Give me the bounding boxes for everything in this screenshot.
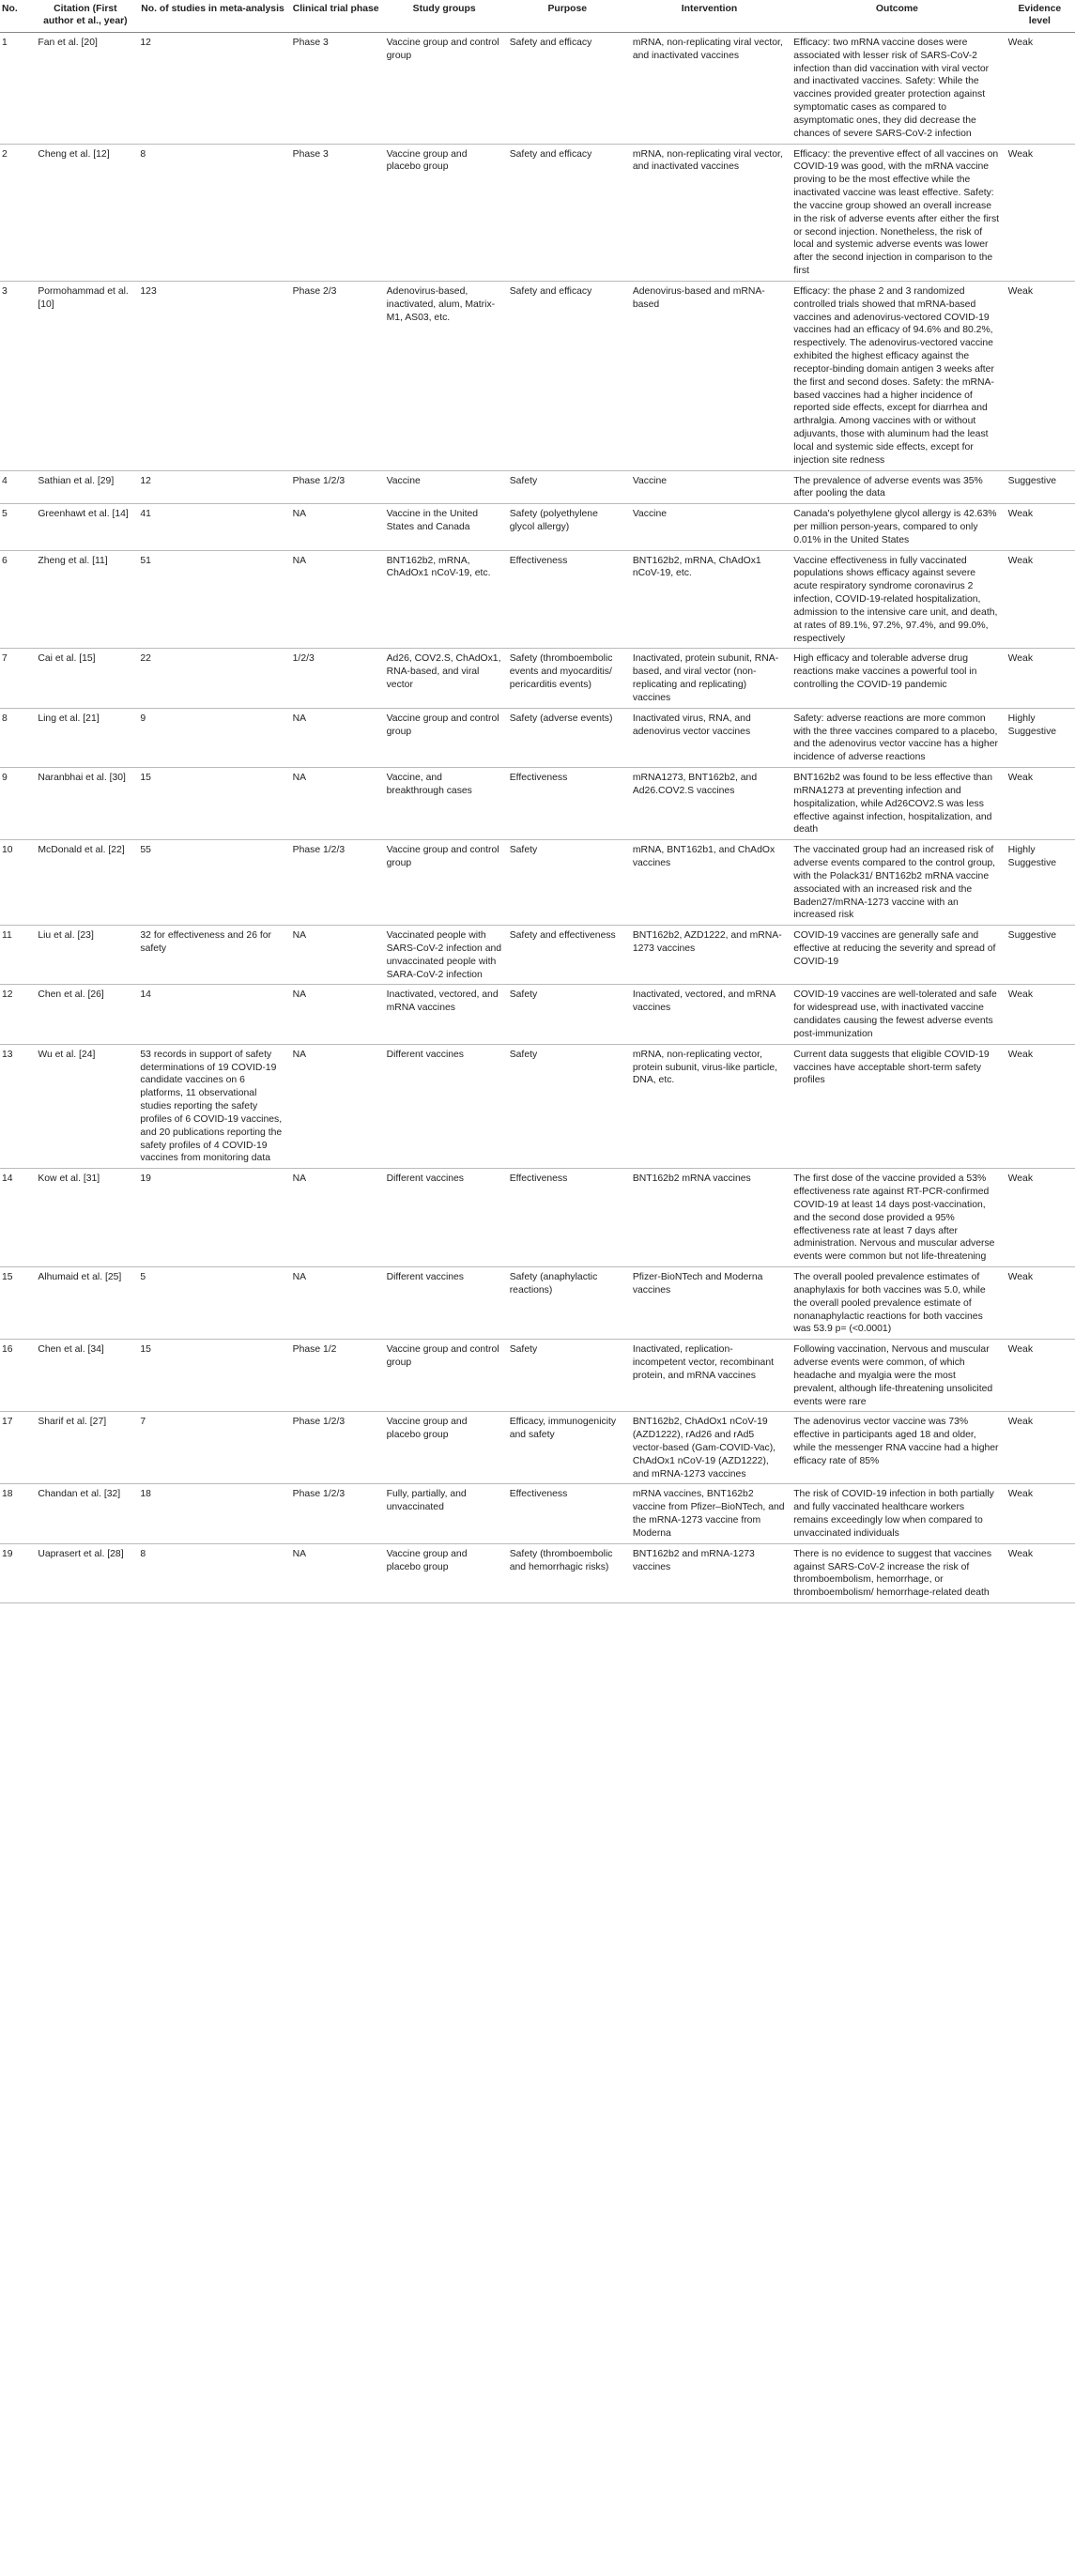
cell-phase: NA xyxy=(289,708,383,767)
cell-citation: Greenhawt et al. [14] xyxy=(34,504,136,550)
cell-intervention: Pfizer-BioNTech and Moderna vaccines xyxy=(629,1267,790,1340)
cell-purpose: Effectiveness xyxy=(506,1484,629,1543)
header-num-studies: No. of studies in meta-analysis xyxy=(136,0,288,33)
cell-evidence: Weak xyxy=(1005,550,1075,649)
cell-no: 14 xyxy=(0,1169,34,1267)
header-purpose: Purpose xyxy=(506,0,629,33)
header-outcome: Outcome xyxy=(790,0,1004,33)
cell-purpose: Safety xyxy=(506,985,629,1044)
cell-citation: Uaprasert et al. [28] xyxy=(34,1543,136,1602)
cell-study-groups: Different vaccines xyxy=(383,1044,506,1168)
cell-purpose: Safety and efficacy xyxy=(506,281,629,470)
cell-num-studies: 15 xyxy=(136,1340,288,1412)
table-row xyxy=(0,1484,1075,1543)
cell-purpose: Safety (thromboembolic and hemorrhagic risks) xyxy=(506,1543,629,1602)
cell-no: 18 xyxy=(0,1484,34,1543)
cell-intervention: Vaccine xyxy=(629,470,790,504)
cell-intervention: Inactivated virus, RNA, and adenovirus vector vaccines xyxy=(629,708,790,767)
cell-evidence: Weak xyxy=(1005,1412,1075,1484)
cell-intervention: mRNA, non-replicating viral vector, and inactivated vaccines xyxy=(629,144,790,281)
cell-outcome: Efficacy: the preventive effect of all vaccines on COVID-19 was good, with the mRNA vaccine proving to be the most effective while the inactivated vaccine was least effective. Safety: the vaccine group showed an overall increase in the risk of adverse events after either the first or second injection. Nonetheless, the risk of local and systemic adverse events was lower after the second injection in comparison to the first xyxy=(790,144,1004,281)
cell-study-groups: Different vaccines xyxy=(383,1267,506,1340)
cell-num-studies: 5 xyxy=(136,1267,288,1340)
cell-purpose: Effectiveness xyxy=(506,1169,629,1267)
cell-intervention: Vaccine xyxy=(629,504,790,550)
cell-outcome: The overall pooled prevalence estimates of anaphylaxis for both vaccines was 5.0, while the overall pooled prevalence estimate of nonanaphylactic reactions for both vaccines was 53.9 p= (<0.0001) xyxy=(790,1267,1004,1340)
cell-purpose: Safety (thromboembolic events and myocarditis/ pericarditis events) xyxy=(506,649,629,708)
cell-phase: NA xyxy=(289,768,383,840)
cell-no: 9 xyxy=(0,768,34,840)
table-body xyxy=(0,33,1075,1603)
cell-outcome: BNT162b2 was found to be less effective than mRNA1273 at preventing infection and hospitalization, while Ad26COV2.S was less effective against infection, hospitalization, and death xyxy=(790,768,1004,840)
cell-citation: Zheng et al. [11] xyxy=(34,550,136,649)
cell-citation: Alhumaid et al. [25] xyxy=(34,1267,136,1340)
cell-study-groups: Vaccine group and control group xyxy=(383,708,506,767)
cell-citation: Chandan et al. [32] xyxy=(34,1484,136,1543)
cell-study-groups: Adenovirus-based, inactivated, alum, Matrix-M1, AS03, etc. xyxy=(383,281,506,470)
cell-study-groups: BNT162b2, mRNA, ChAdOx1 nCoV-19, etc. xyxy=(383,550,506,649)
table-row xyxy=(0,504,1075,550)
cell-outcome: Efficacy: two mRNA vaccine doses were associated with lesser risk of SARS-CoV-2 infection than did vaccination with viral vector and inactivated vaccines. Safety: While the vaccines provided greater protection against symptomatic cases as compared to asymptomatic ones, they did decrease the chances of severe SARS-CoV-2 infection xyxy=(790,33,1004,145)
cell-intervention: BNT162b2, mRNA, ChAdOx1 nCoV-19, etc. xyxy=(629,550,790,649)
header-intervention: Intervention xyxy=(629,0,790,33)
cell-outcome: Following vaccination, Nervous and muscular adverse events were common, of which headache and myalgia were the most prevalent, although life-threatening unsolicited events were rare xyxy=(790,1340,1004,1412)
table-row xyxy=(0,33,1075,145)
table-header-row xyxy=(0,0,1075,33)
cell-citation: Chen et al. [34] xyxy=(34,1340,136,1412)
cell-study-groups: Vaccine group and control group xyxy=(383,1340,506,1412)
cell-evidence: Weak xyxy=(1005,1543,1075,1602)
cell-evidence: Highly Suggestive xyxy=(1005,708,1075,767)
cell-intervention: BNT162b2 mRNA vaccines xyxy=(629,1169,790,1267)
cell-evidence: Weak xyxy=(1005,1484,1075,1543)
cell-evidence: Weak xyxy=(1005,985,1075,1044)
cell-no: 12 xyxy=(0,985,34,1044)
cell-citation: Ling et al. [21] xyxy=(34,708,136,767)
cell-no: 19 xyxy=(0,1543,34,1602)
cell-study-groups: Different vaccines xyxy=(383,1169,506,1267)
cell-intervention: Inactivated, protein subunit, RNA-based, and viral vector (non-replicating and replicating) vaccines xyxy=(629,649,790,708)
header-phase: Clinical trial phase xyxy=(289,0,383,33)
cell-study-groups: Vaccinated people with SARS-CoV-2 infection and unvaccinated people with SARA-CoV-2 infection xyxy=(383,926,506,985)
cell-phase: NA xyxy=(289,985,383,1044)
cell-phase: Phase 3 xyxy=(289,33,383,145)
cell-phase: NA xyxy=(289,1044,383,1168)
cell-num-studies: 18 xyxy=(136,1484,288,1543)
table-row xyxy=(0,1169,1075,1267)
cell-no: 5 xyxy=(0,504,34,550)
cell-num-studies: 32 for effectiveness and 26 for safety xyxy=(136,926,288,985)
cell-no: 4 xyxy=(0,470,34,504)
cell-citation: Cai et al. [15] xyxy=(34,649,136,708)
cell-no: 3 xyxy=(0,281,34,470)
cell-study-groups: Vaccine group and control group xyxy=(383,840,506,926)
cell-num-studies: 123 xyxy=(136,281,288,470)
cell-outcome: Safety: adverse reactions are more common with the three vaccines compared to a placebo, and the adenovirus vector vaccine has a higher incidence of adverse reactions xyxy=(790,708,1004,767)
cell-citation: Sathian et al. [29] xyxy=(34,470,136,504)
cell-intervention: mRNA, non-replicating vector, protein subunit, virus-like particle, DNA, etc. xyxy=(629,1044,790,1168)
cell-study-groups: Inactivated, vectored, and mRNA vaccines xyxy=(383,985,506,1044)
cell-phase: NA xyxy=(289,1543,383,1602)
table-row xyxy=(0,1543,1075,1602)
cell-intervention: BNT162b2, ChAdOx1 nCoV-19 (AZD1222), rAd26 and rAd5 vector-based (Gam-COVID-Vac), ChAdOx1 nCoV-19 (AZD1222), and mRNA-1273 vaccines xyxy=(629,1412,790,1484)
cell-outcome: COVID-19 vaccines are well-tolerated and safe for widespread use, with inactivated vaccine candidates causing the fewest adverse events post-immunization xyxy=(790,985,1004,1044)
table-row xyxy=(0,1412,1075,1484)
cell-evidence: Weak xyxy=(1005,1169,1075,1267)
cell-phase: NA xyxy=(289,1169,383,1267)
table-row xyxy=(0,926,1075,985)
cell-outcome: Efficacy: the phase 2 and 3 randomized controlled trials showed that mRNA-based vaccines and adenovirus-vectored COVID-19 vaccines had an efficacy of 94.6% and 80.2%, respectively. The adenovirus-vectored vaccine exhibited the highest efficacy against the receptor-binding domain antigen 3 weeks after the first and second doses. Safety: the mRNA-based vaccines had a higher incidence of reported side effects, except for diarrhea and arthralgia. Among vaccines with or without adjuvants, those with aluminum had the least local and systemic side effects, except for injection site redness xyxy=(790,281,1004,470)
table-row xyxy=(0,768,1075,840)
cell-no: 8 xyxy=(0,708,34,767)
cell-phase: Phase 1/2 xyxy=(289,1340,383,1412)
cell-study-groups: Vaccine group and control group xyxy=(383,33,506,145)
cell-citation: Fan et al. [20] xyxy=(34,33,136,145)
table-row xyxy=(0,144,1075,281)
cell-evidence: Weak xyxy=(1005,144,1075,281)
table-row xyxy=(0,708,1075,767)
cell-purpose: Safety xyxy=(506,1340,629,1412)
cell-citation: McDonald et al. [22] xyxy=(34,840,136,926)
cell-phase: NA xyxy=(289,504,383,550)
table-row xyxy=(0,649,1075,708)
cell-no: 11 xyxy=(0,926,34,985)
cell-num-studies: 53 records in support of safety determinations of 19 COVID-19 candidate vaccines on 6 platforms, 11 observational studies reporting the safety profiles of 6 COVID-19 vaccines, and 20 publications reporting the safety profiles of 4 COVID-19 vaccines from monitoring data xyxy=(136,1044,288,1168)
cell-purpose: Safety (anaphylactic reactions) xyxy=(506,1267,629,1340)
cell-num-studies: 12 xyxy=(136,33,288,145)
cell-citation: Sharif et al. [27] xyxy=(34,1412,136,1484)
cell-study-groups: Vaccine xyxy=(383,470,506,504)
cell-evidence: Weak xyxy=(1005,504,1075,550)
cell-evidence: Weak xyxy=(1005,33,1075,145)
cell-intervention: Inactivated, vectored, and mRNA vaccines xyxy=(629,985,790,1044)
cell-no: 15 xyxy=(0,1267,34,1340)
table-row xyxy=(0,470,1075,504)
cell-intervention: mRNA1273, BNT162b2, and Ad26.COV2.S vaccines xyxy=(629,768,790,840)
cell-study-groups: Vaccine group and placebo group xyxy=(383,1543,506,1602)
cell-study-groups: Vaccine group and placebo group xyxy=(383,144,506,281)
cell-outcome: The prevalence of adverse events was 35% after pooling the data xyxy=(790,470,1004,504)
cell-phase: NA xyxy=(289,550,383,649)
cell-phase: Phase 1/2/3 xyxy=(289,470,383,504)
cell-phase: Phase 2/3 xyxy=(289,281,383,470)
cell-citation: Naranbhai et al. [30] xyxy=(34,768,136,840)
cell-purpose: Safety and efficacy xyxy=(506,33,629,145)
cell-purpose: Safety and effectiveness xyxy=(506,926,629,985)
cell-phase: Phase 3 xyxy=(289,144,383,281)
cell-outcome: The vaccinated group had an increased risk of adverse events compared to the control group, with the Polack31/ BNT162b2 mRNA vaccine associated with an increased risk and the Baden27/mRNA-1273 vaccine with an increased risk xyxy=(790,840,1004,926)
cell-citation: Liu et al. [23] xyxy=(34,926,136,985)
cell-evidence: Suggestive xyxy=(1005,926,1075,985)
cell-purpose: Effectiveness xyxy=(506,550,629,649)
cell-num-studies: 7 xyxy=(136,1412,288,1484)
cell-citation: Kow et al. [31] xyxy=(34,1169,136,1267)
header-citation: Citation (First author et al., year) xyxy=(34,0,136,33)
cell-outcome: There is no evidence to suggest that vaccines against SARS-CoV-2 increase the risk of thromboembolism, hemorrhage, or thromboembolism/ hemorrhage-related death xyxy=(790,1543,1004,1602)
cell-num-studies: 22 xyxy=(136,649,288,708)
cell-num-studies: 9 xyxy=(136,708,288,767)
cell-no: 17 xyxy=(0,1412,34,1484)
cell-no: 10 xyxy=(0,840,34,926)
table-row xyxy=(0,1340,1075,1412)
cell-intervention: mRNA, non-replicating viral vector, and inactivated vaccines xyxy=(629,33,790,145)
table-row xyxy=(0,840,1075,926)
header-no: No. xyxy=(0,0,34,33)
cell-phase: 1/2/3 xyxy=(289,649,383,708)
cell-intervention: BNT162b2, AZD1222, and mRNA-1273 vaccines xyxy=(629,926,790,985)
cell-outcome: High efficacy and tolerable adverse drug reactions make vaccines a powerful tool in controlling the COVID-19 pandemic xyxy=(790,649,1004,708)
cell-evidence: Weak xyxy=(1005,281,1075,470)
cell-intervention: mRNA vaccines, BNT162b2 vaccine from Pfizer–BioNTech, and the mRNA-1273 vaccine from Moderna xyxy=(629,1484,790,1543)
cell-outcome: Canada's polyethylene glycol allergy is 42.63% per million person-years, compared to only 0.01% in the United States xyxy=(790,504,1004,550)
cell-evidence: Weak xyxy=(1005,649,1075,708)
cell-study-groups: Vaccine in the United States and Canada xyxy=(383,504,506,550)
cell-study-groups: Ad26, COV2.S, ChAdOx1, RNA-based, and viral vector xyxy=(383,649,506,708)
cell-intervention: Inactivated, replication-incompetent vector, recombinant protein, and mRNA vaccines xyxy=(629,1340,790,1412)
table-row xyxy=(0,550,1075,649)
cell-num-studies: 14 xyxy=(136,985,288,1044)
cell-phase: NA xyxy=(289,926,383,985)
cell-outcome: Current data suggests that eligible COVID-19 vaccines have acceptable short-term safety profiles xyxy=(790,1044,1004,1168)
cell-num-studies: 8 xyxy=(136,144,288,281)
cell-outcome: COVID-19 vaccines are generally safe and effective at reducing the severity and spread of COVID-19 xyxy=(790,926,1004,985)
cell-study-groups: Vaccine, and breakthrough cases xyxy=(383,768,506,840)
table-row xyxy=(0,1267,1075,1340)
cell-outcome: Vaccine effectiveness in fully vaccinated populations shows efficacy against severe acute respiratory syndrome coronavirus 2 infection, COVID-19-related hospitalization, admission to the intensive care unit, and death, at rates of 89.1%, 97.2%, 97.4%, and 99.0%, respectively xyxy=(790,550,1004,649)
cell-no: 7 xyxy=(0,649,34,708)
cell-purpose: Effectiveness xyxy=(506,768,629,840)
cell-num-studies: 12 xyxy=(136,470,288,504)
cell-phase: Phase 1/2/3 xyxy=(289,1484,383,1543)
cell-outcome: The adenovirus vector vaccine was 73% effective in participants aged 18 and older, while the messenger RNA vaccine had a higher efficacy rate of 85% xyxy=(790,1412,1004,1484)
cell-no: 2 xyxy=(0,144,34,281)
cell-evidence: Weak xyxy=(1005,768,1075,840)
cell-no: 16 xyxy=(0,1340,34,1412)
cell-citation: Wu et al. [24] xyxy=(34,1044,136,1168)
cell-study-groups: Vaccine group and placebo group xyxy=(383,1412,506,1484)
cell-evidence: Weak xyxy=(1005,1044,1075,1168)
cell-phase: Phase 1/2/3 xyxy=(289,840,383,926)
cell-citation: Pormohammad et al. [10] xyxy=(34,281,136,470)
cell-evidence: Highly Suggestive xyxy=(1005,840,1075,926)
cell-purpose: Efficacy, immunogenicity and safety xyxy=(506,1412,629,1484)
cell-purpose: Safety (polyethylene glycol allergy) xyxy=(506,504,629,550)
cell-citation: Chen et al. [26] xyxy=(34,985,136,1044)
cell-num-studies: 55 xyxy=(136,840,288,926)
cell-outcome: The risk of COVID-19 infection in both partially and fully vaccinated healthcare workers remains exceedingly low when compared to unvaccinated individuals xyxy=(790,1484,1004,1543)
table-row xyxy=(0,281,1075,470)
cell-citation: Cheng et al. [12] xyxy=(34,144,136,281)
cell-num-studies: 15 xyxy=(136,768,288,840)
cell-no: 13 xyxy=(0,1044,34,1168)
cell-purpose: Safety xyxy=(506,840,629,926)
cell-purpose: Safety xyxy=(506,470,629,504)
cell-no: 1 xyxy=(0,33,34,145)
header-evidence: Evidence level xyxy=(1005,0,1075,33)
cell-evidence: Weak xyxy=(1005,1340,1075,1412)
cell-intervention: Adenovirus-based and mRNA-based xyxy=(629,281,790,470)
cell-purpose: Safety xyxy=(506,1044,629,1168)
cell-num-studies: 41 xyxy=(136,504,288,550)
cell-num-studies: 19 xyxy=(136,1169,288,1267)
cell-outcome: The first dose of the vaccine provided a 53% effectiveness rate against RT-PCR-confirmed COVID-19 at least 14 days post-vaccination, and the second dose provided a 95% effectiveness rate at least 7 days after administration. Nervous and muscular adverse events were common but not life-threatening xyxy=(790,1169,1004,1267)
header-study-groups: Study groups xyxy=(383,0,506,33)
cell-intervention: BNT162b2 and mRNA-1273 vaccines xyxy=(629,1543,790,1602)
cell-phase: Phase 1/2/3 xyxy=(289,1412,383,1484)
cell-no: 6 xyxy=(0,550,34,649)
cell-intervention: mRNA, BNT162b1, and ChAdOx vaccines xyxy=(629,840,790,926)
table-row xyxy=(0,985,1075,1044)
cell-phase: NA xyxy=(289,1267,383,1340)
cell-study-groups: Fully, partially, and unvaccinated xyxy=(383,1484,506,1543)
cell-purpose: Safety (adverse events) xyxy=(506,708,629,767)
cell-evidence: Weak xyxy=(1005,1267,1075,1340)
cell-purpose: Safety and efficacy xyxy=(506,144,629,281)
cell-num-studies: 8 xyxy=(136,1543,288,1602)
cell-evidence: Suggestive xyxy=(1005,470,1075,504)
cell-num-studies: 51 xyxy=(136,550,288,649)
table-row xyxy=(0,1044,1075,1168)
